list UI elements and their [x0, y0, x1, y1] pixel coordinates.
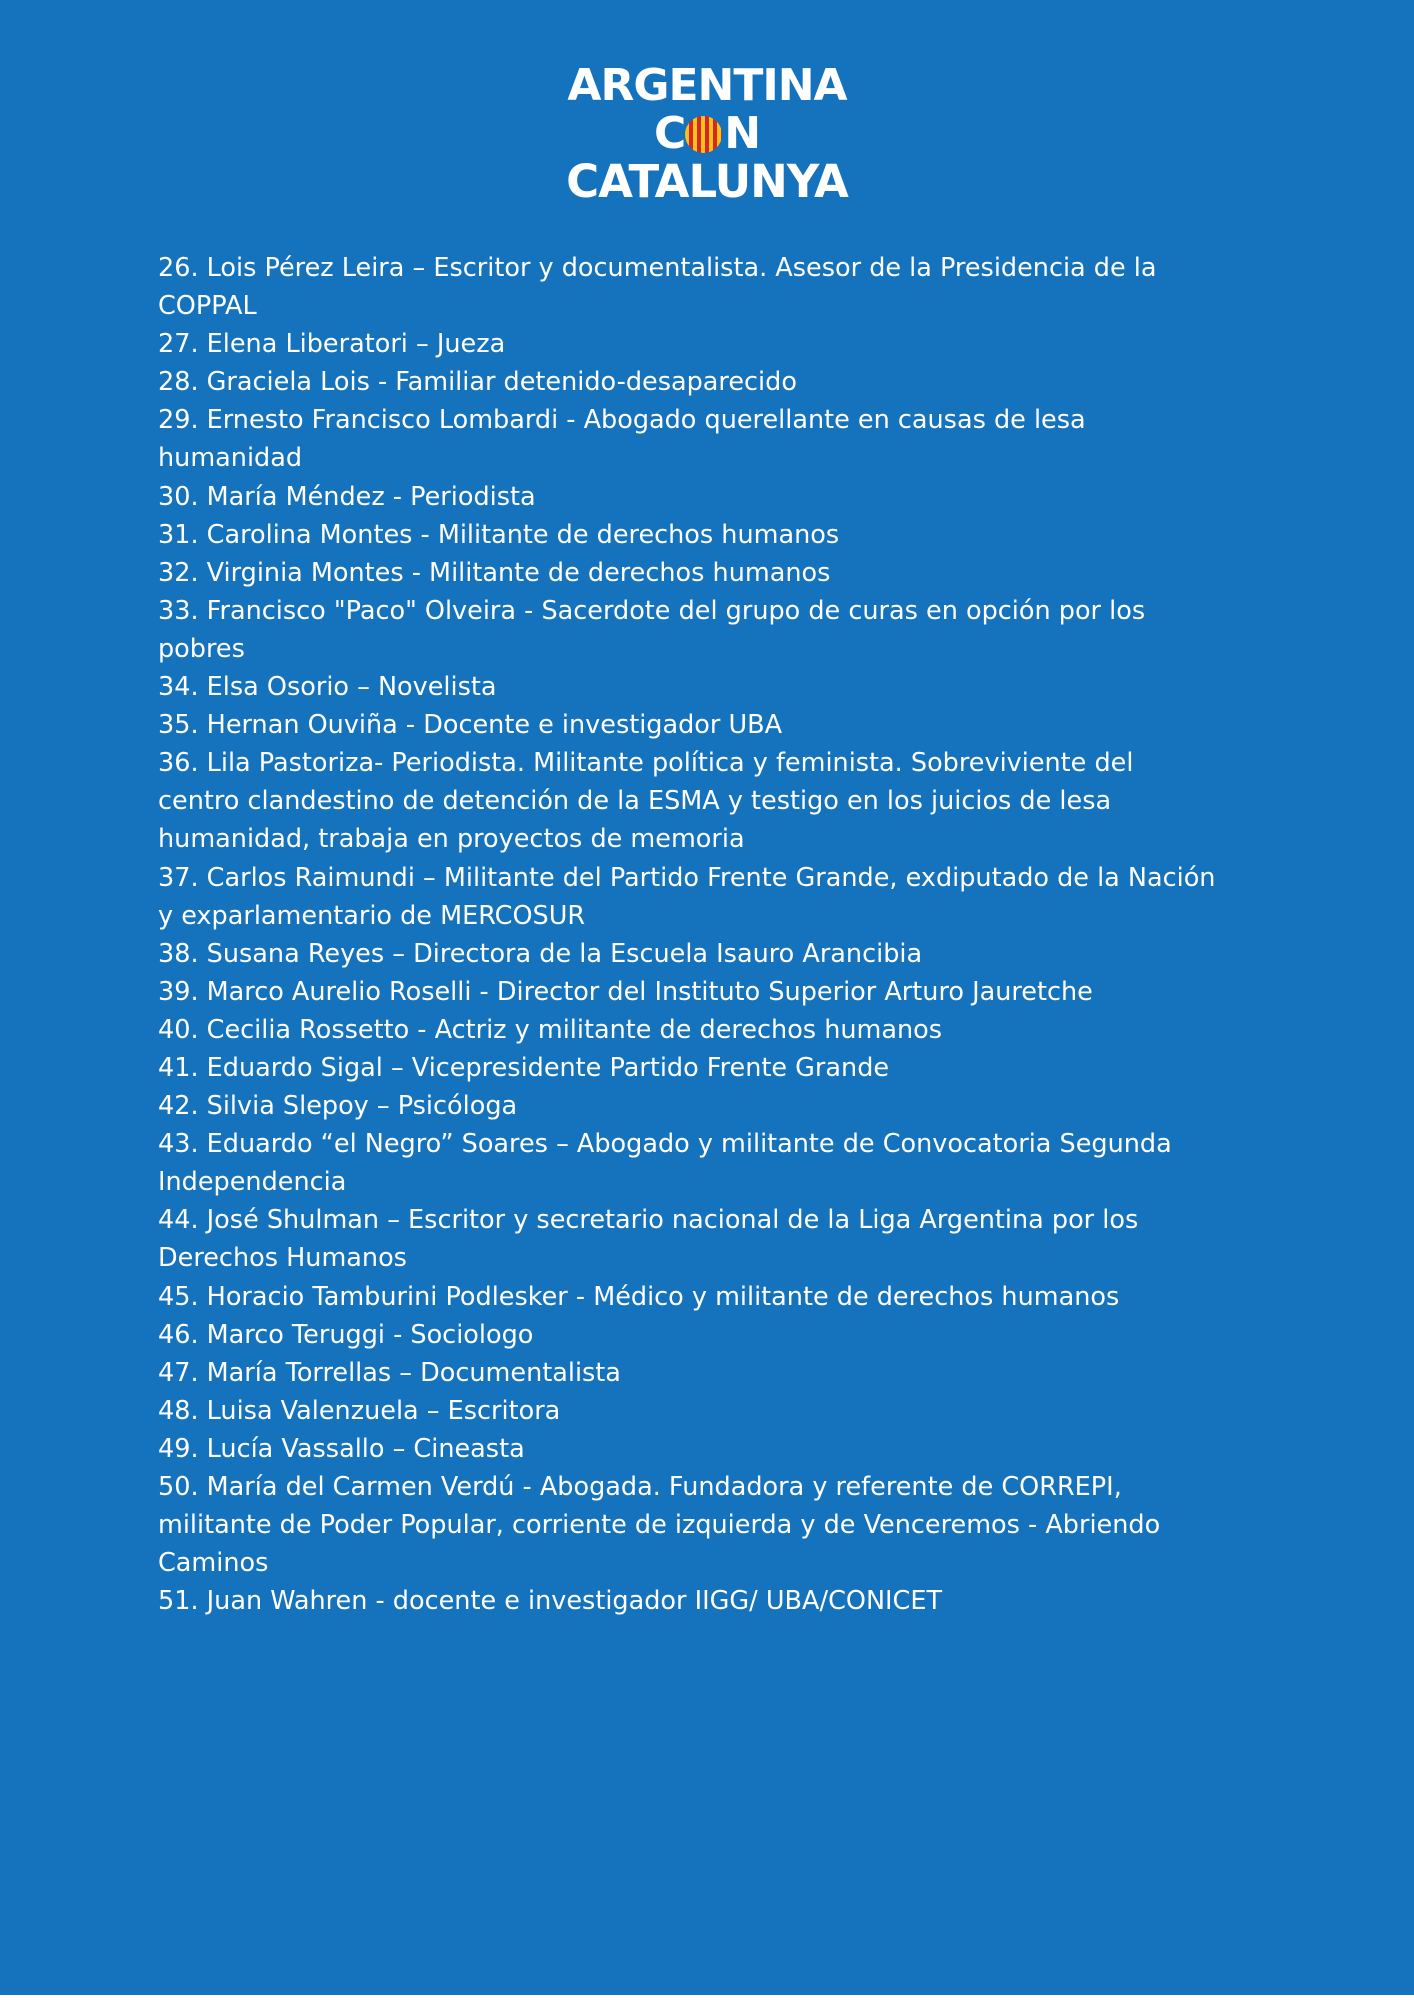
list-item: 26. Lois Pérez Leira – Escritor y documentalista. Asesor de la Presidencia de la COPPAL	[158, 253, 1157, 322]
list-item: 29. Ernesto Francisco Lombardi - Abogado querellante en causas de lesa humanidad	[158, 405, 1086, 474]
list-item: 46. Marco Teruggi - Sociologo	[158, 1319, 534, 1350]
list-item: 32. Virginia Montes - Militante de derechos humanos	[158, 557, 831, 588]
list-item: 37. Carlos Raimundi – Militante del Partido Frente Grande, exdiputado de la Nación y exparlamentario de MERCOSUR	[158, 862, 1216, 931]
list-item: 45. Horacio Tamburini Podlesker - Médico y militante de derechos humanos	[158, 1281, 1120, 1312]
list-item: 28. Graciela Lois - Familiar detenido-desaparecido	[158, 367, 797, 398]
signatories-list	[158, 249, 1218, 1620]
logo-argentina-con-catalunya	[0, 62, 1414, 206]
list-item: 27. Elena Liberatori – Jueza	[158, 329, 506, 360]
list-item: 34. Elsa Osorio – Novelista	[158, 672, 497, 703]
logo-letter-n: N	[724, 108, 761, 159]
logo-line-catalunya: CATALUNYA	[566, 155, 848, 208]
logo-letter-c: C	[653, 108, 686, 159]
list-item: 48. Luisa Valenzuela – Escritora	[158, 1395, 561, 1426]
page-edge-divider	[0, 1995, 1414, 2000]
list-item: 36. Lila Pastoriza- Periodista. Militante política y feminista. Sobreviviente del centro clandestino de detención de la ESMA y testigo en los juicios de lesa humanidad, trabaja en proyectos de memoria	[158, 748, 1134, 855]
list-item: 35. Hernan Ouviña - Docente e investigador UBA	[158, 710, 783, 741]
list-item: 38. Susana Reyes – Directora de la Escuela Isauro Arancibia	[158, 938, 923, 969]
logo-line-con	[0, 110, 1414, 158]
list-item: 40. Cecilia Rossetto - Actriz y militante de derechos humanos	[158, 1014, 943, 1045]
logo-line-argentina: ARGENTINA	[567, 60, 847, 111]
list-item: 39. Marco Aurelio Roselli - Director del Instituto Superior Arturo Jauretche	[158, 976, 1093, 1007]
list-item: 49. Lucía Vassallo – Cineasta	[158, 1433, 525, 1464]
list-item: 47. María Torrellas – Documentalista	[158, 1357, 621, 1388]
list-item: 31. Carolina Montes - Militante de derechos humanos	[158, 519, 840, 550]
list-item: 30. María Méndez - Periodista	[158, 481, 536, 512]
list-item: 41. Eduardo Sigal – Vicepresidente Partido Frente Grande	[158, 1052, 890, 1083]
list-item: 50. María del Carmen Verdú - Abogada. Fundadora y referente de CORREPI, militante de Poder Popular, corriente de izquierda y de Venceremos - Abriendo Caminos	[158, 1472, 1161, 1579]
list-item: 33. Francisco "Paco" Olveira - Sacerdote del grupo de curas en opción por los pobres	[158, 595, 1146, 664]
list-item: 43. Eduardo “el Negro” Soares – Abogado y militante de Convocatoria Segunda Independencia	[158, 1129, 1172, 1198]
senyera-circle-icon	[685, 116, 722, 153]
list-item: 51. Juan Wahren - docente e investigador IIGG/ UBA/CONICET	[158, 1586, 943, 1617]
list-item: 44. José Shulman – Escritor y secretario nacional de la Liga Argentina por los Derechos Humanos	[158, 1205, 1139, 1274]
list-item: 42. Silvia Slepoy – Psicóloga	[158, 1091, 518, 1122]
